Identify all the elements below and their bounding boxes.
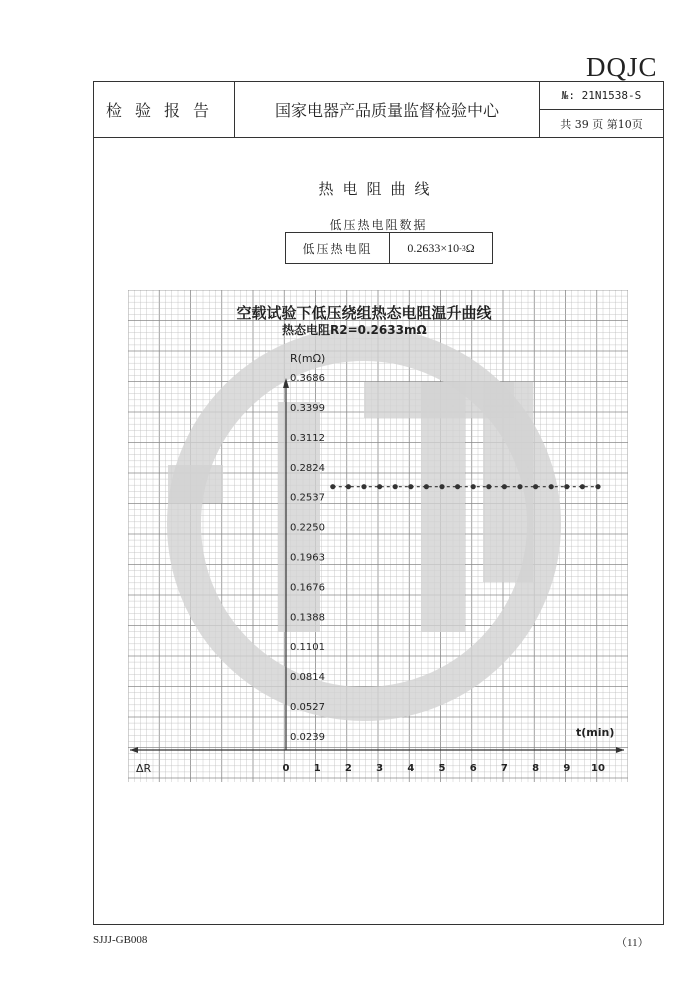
data-point [502, 484, 507, 489]
data-point [377, 484, 382, 489]
resistance-value [390, 233, 492, 263]
x-tick-label: 3 [376, 763, 384, 774]
delta-r-label: ΔR [136, 762, 152, 775]
x-tick-labels [283, 763, 605, 774]
data-point [455, 484, 460, 489]
data-point [517, 484, 522, 489]
data-point [533, 484, 538, 489]
y-tick-label: 0.3112 [290, 432, 325, 444]
y-tick-label: 0.1101 [290, 642, 325, 654]
resistance-value-main: 0.2633×10 [407, 240, 460, 255]
data-point [580, 484, 585, 489]
x-tick-label: 7 [500, 763, 508, 774]
data-point [439, 484, 444, 489]
y-tick-label: 0.1388 [290, 612, 325, 624]
data-point [393, 484, 398, 489]
data-point [549, 484, 554, 489]
resistance-value-exp: -3 [459, 243, 466, 253]
report-type: 检验报告 [94, 82, 235, 137]
x-axis-label: t(min) [576, 726, 615, 739]
form-code: SJJJ-GB008 [93, 934, 148, 946]
resistance-table [285, 232, 493, 264]
data-point [595, 484, 600, 489]
y-tick-label: 0.0527 [290, 702, 325, 714]
organization-name: 国家电器产品质量监督检验中心 [235, 82, 540, 137]
data-point [471, 484, 476, 489]
y-tick-label: 0.3399 [290, 402, 325, 414]
y-tick-label: 0.1676 [290, 582, 325, 594]
y-tick-label: 0.0239 [290, 732, 325, 743]
data-point [330, 484, 335, 489]
x-tick-label: 2 [344, 763, 352, 774]
x-tick-label: 10 [591, 763, 605, 774]
x-tick-label: 6 [469, 763, 477, 774]
data-table-caption: 低压热电阻数据 [329, 218, 428, 232]
page-count: 共 39 页 第10页 [560, 117, 643, 131]
x-tick-label: 1 [313, 763, 321, 774]
y-tick-label: 0.2824 [290, 462, 325, 474]
report-meta [540, 82, 663, 137]
resistance-value-unit: Ω [465, 240, 475, 255]
x-tick-label: 0 [282, 763, 290, 774]
resistance-key: 低压热电阻 [286, 233, 390, 263]
x-tick-label: 8 [532, 763, 540, 774]
data-point [346, 484, 351, 489]
data-point [361, 484, 366, 489]
x-tick-label: 9 [563, 763, 571, 774]
report-header [94, 82, 663, 138]
temperature-rise-chart [128, 290, 628, 782]
section-title: 热电阻曲线 [318, 180, 439, 198]
x-tick-label: 4 [407, 763, 415, 774]
chart-title: 空载试验下低压绕组热态电阻温升曲线 [236, 304, 492, 322]
y-tick-label: 0.2537 [290, 492, 325, 504]
y-tick-label: 0.1963 [290, 552, 325, 564]
data-point [486, 484, 491, 489]
y-tick-label: 0.2250 [290, 522, 325, 534]
y-tick-label: 0.3686 [290, 373, 325, 384]
brand-mark: DQJC [586, 52, 658, 82]
chart-subtitle: 热态电阻R2=0.2633mΩ [282, 323, 427, 337]
y-tick-label: 0.0814 [290, 672, 325, 684]
page-number: （11） [616, 937, 649, 949]
data-point [424, 484, 429, 489]
y-axis-label: R(mΩ) [290, 352, 326, 365]
x-tick-label: 5 [438, 763, 446, 774]
report-number: №: 21N1538-S [540, 82, 663, 110]
data-point [564, 484, 569, 489]
data-point [408, 484, 413, 489]
